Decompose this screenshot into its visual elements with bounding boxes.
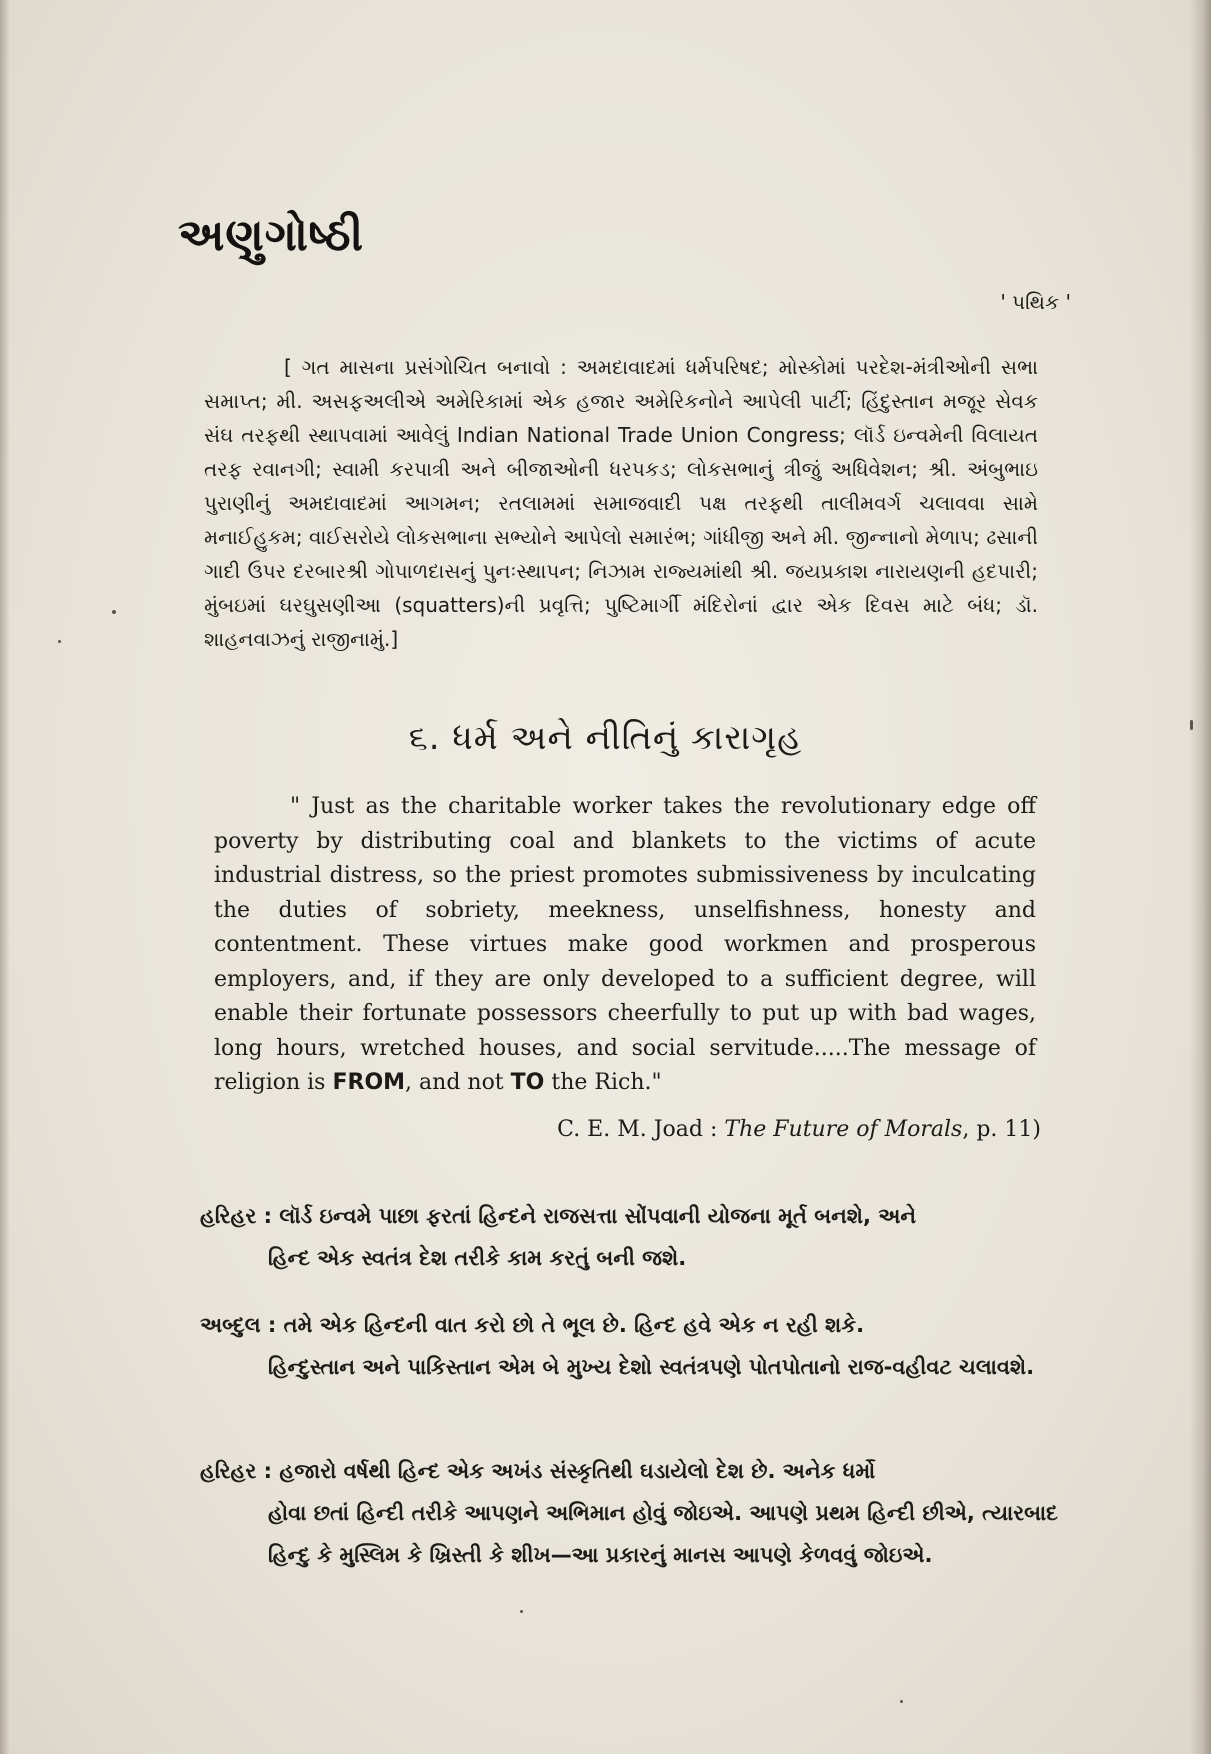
page-shadow-left bbox=[0, 0, 10, 1754]
paper-speck bbox=[1190, 720, 1193, 730]
dialogue-entry bbox=[200, 1304, 1066, 1388]
quote-end: the Rich." bbox=[544, 1070, 662, 1095]
dialogue-entry bbox=[200, 1195, 1066, 1279]
quote-emphasis-to: TO bbox=[510, 1070, 545, 1095]
speaker-name: અબ્દુલ : bbox=[200, 1313, 277, 1337]
speaker-name: હરિહર : bbox=[200, 1459, 273, 1483]
citation-author: C. E. M. Joad : bbox=[557, 1117, 718, 1142]
paper-speck bbox=[112, 610, 116, 614]
quote-citation bbox=[557, 1117, 1041, 1142]
dialogue-entry bbox=[200, 1450, 1066, 1576]
dialogue-first-line: હજારો વર્ષથી હિન્દ એક અખંડ સંસ્કૃતિથી ઘડાયેલો દેશ છે. અનેક ધર્મો bbox=[279, 1459, 876, 1483]
byline: ' પથિક ' bbox=[1000, 290, 1071, 314]
dialogue-continuation: હિન્દ એક સ્વતંત્ર દેશ તરીકે કામ કરતું બની જશે. bbox=[268, 1246, 687, 1270]
citation-page: , p. 11) bbox=[962, 1117, 1041, 1142]
dialogue-continuation: હોવા છતાં હિન્દી તરીકે આપણને અભિમાન હોવું જોઇએ. આપણે પ્રથમ હિન્દી છીએ, ત્યારબાદ હિન્દુ કે મુસ્લિમ કે ખ્રિસ્તી કે શીખ—આ પ્રકારનું માનસ આપણે કેળવવું જોઇએ. bbox=[268, 1501, 1058, 1567]
paper-speck bbox=[520, 1610, 523, 1613]
citation-title: The Future of Morals bbox=[724, 1117, 963, 1142]
quote-middle: , and not bbox=[405, 1070, 511, 1095]
section-title: અણુગોષ્ઠી bbox=[178, 210, 365, 261]
page-shadow-right bbox=[1189, 0, 1211, 1754]
dialogue-first-line: લૉર્ડ ઇન્વમે પાછા ફરતાં હિન્દને રાજસત્તા સોંપવાની યોજના મૂર્ત બનશે, અને bbox=[279, 1204, 917, 1228]
dialogue-first-line: તમે એક હિન્દની વાત કરો છો તે ભૂલ છે. હિન્દ હવે એક ન રહી શકે. bbox=[283, 1313, 865, 1337]
news-summary: [ ગત માસના પ્રસંગોચિત બનાવો : અમદાવાદમાં ધર્મપરિષદ; મોસ્કોમાં પરદેશ-મંત્રીઓની સભા સમાપ્ત; મી. અસફઅલીએ અમેરિકામાં એક હજાર અમેરિકનોને આપેલી પાર્ટી; હિંદુસ્તાન મજૂર સેવક સંઘ તરફથી સ્થાપવામાં આવેલું Indian National Trade Union Congress; લૉર્ડ ઇન્વમેની વિલાયત તરફ રવાનગી; સ્વામી કરપાત્રી અને બીજાઓની ધરપકડ; લોકસભાનું ત્રીજું અધિવેશન; શ્રી. અંબુભાઇ પુરાણીનું અમદાવાદમાં આગમન; રતલામમાં સમાજવાદી પક્ષ તરફથી તાલીમવર્ગ ચલાવવા સામે મનાઈહુકમ; વાઈસરોયે લોકસભાના સભ્યોને આપેલો સમારંભ; ગાંધીજી અને મી. જીન્નાનો મેળાપ; ઢસાની ગાદી ઉપર દરબારશ્રી ગોપાળદાસનું પુનઃસ્થાપન; નિઝામ રાજ્યમાંથી શ્રી. જયપ્રકાશ નારાયણની હદપારી; મુંબઇમાં ઘરઘુસણીઆ (squatters)ની પ્રવૃત્તિ; પુષ્ટિમાર્ગી મંદિરોનાં દ્વાર એક દિવસ માટે બંધ; ડૉ. શાહનવાઝનું રાજીનામું.] bbox=[204, 355, 1038, 651]
chapter-title: ૬. ધર્મ અને નીતિનું કારાગૃહ bbox=[408, 718, 803, 758]
paper-speck bbox=[58, 640, 61, 643]
dialogue-continuation: હિન્દુસ્તાન અને પાકિસ્તાન એમ બે મુખ્ય દેશો સ્વતંત્રપણે પોતપોતાનો રાજ-વહીવટ ચલાવશે. bbox=[268, 1355, 1035, 1379]
quote-body: " Just as the charitable worker takes the revolutionary edge off poverty by distributing coal and blankets to the victims of acute industrial distress, so the priest promotes submissiveness by inculcating the duties of sobriety, meekness, unselfishness, honesty and contentment. These virtues make good workmen and prosperous employers, and, if they are only developed to a sufficient degree, will enable their fortunate possessors cheerfully to put up with bad wages, long hours, wretched houses, and social servitude.....The message of religion is bbox=[214, 794, 1036, 1095]
epigraph-quote bbox=[214, 790, 1036, 1101]
quote-emphasis-from: FROM bbox=[332, 1070, 406, 1095]
paper-speck bbox=[900, 1700, 903, 1703]
speaker-name: હરિહર : bbox=[200, 1204, 273, 1228]
